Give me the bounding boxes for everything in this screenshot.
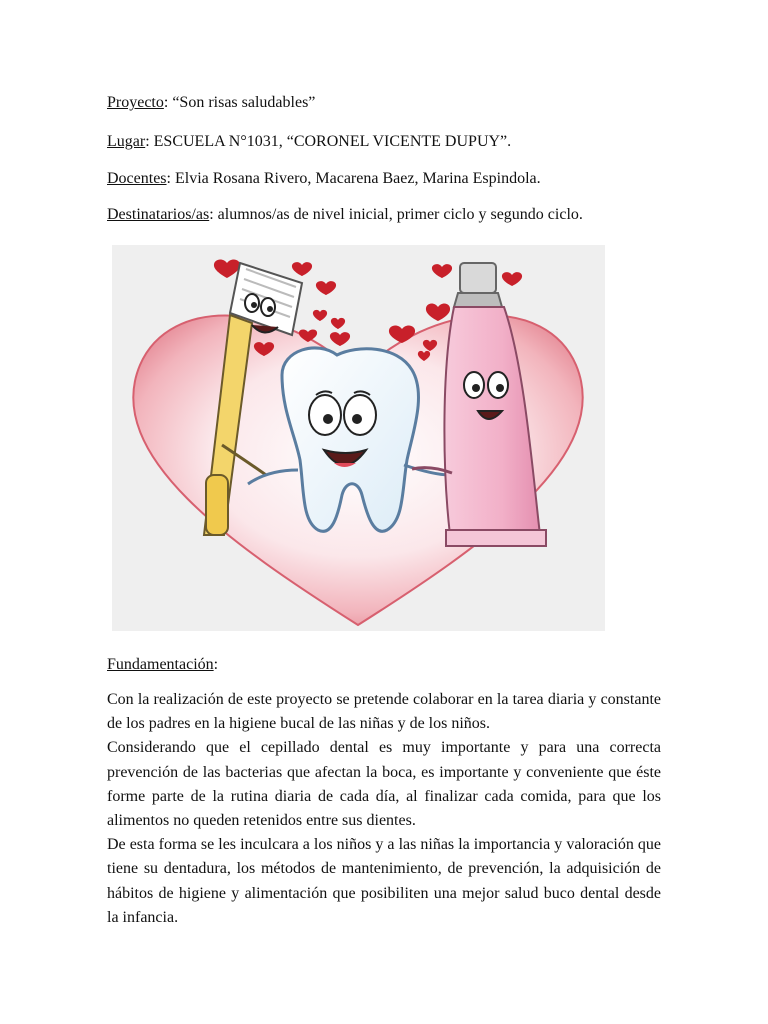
place-label: Lugar (107, 133, 146, 150)
teachers-line: Docentes: Elvia Rosana Rivero, Macarena Baez, Marina Espindola. (107, 170, 541, 187)
section-body (107, 688, 661, 930)
project-line: Proyecto: “Son risas saludables” (107, 94, 316, 111)
illustration-svg (112, 245, 605, 631)
place-value: ESCUELA N°1031, “CORONEL VICENTE DUPUY”. (153, 133, 512, 150)
teachers-value: Elvia Rosana Rivero, Macarena Baez, Marina Espindola. (174, 170, 541, 187)
paragraph-1: Con la realización de este proyecto se pretende colaborar en la tarea diaria y constante de los padres en la higiene bucal de las niñas y de los niños. (107, 691, 661, 733)
paragraph-3: De esta forma se les inculcara a los niños y a las niñas la importancia y valoración que tiene su dentadura, los métodos de mantenimiento, de prevención, la adquisición de hábitos de higiene y alimentación que posibiliten una mejor salud buco dental desde la infancia. (107, 836, 661, 926)
tooth-friends-illustration (112, 245, 605, 631)
recipients-line: Destinatarios/as: alumnos/as de nivel inicial, primer ciclo y segundo ciclo. (107, 206, 583, 223)
project-label: Proyecto (107, 94, 164, 111)
recipients-value: alumnos/as de nivel inicial, primer ciclo y segundo ciclo. (217, 206, 583, 223)
paragraph-2: Considerando que el cepillado dental es muy importante y para una correcta prevención de las bacterias que afectan la boca, es importante y conveniente que éste forme parte de la rutina diaria de cada día, al finalizar cada comida, para que los alimentos no queden retenidos entre sus dientes. (107, 739, 661, 830)
teachers-label: Docentes (107, 170, 167, 187)
project-value: “Son risas saludables” (172, 94, 316, 111)
section-title: Fundamentación: (107, 656, 219, 673)
place-line: Lugar: ESCUELA N°1031, “CORONEL VICENTE DUPUY”. (107, 133, 512, 150)
section-title-text: Fundamentación (107, 656, 214, 673)
recipients-label: Destinatarios/as (107, 206, 210, 223)
